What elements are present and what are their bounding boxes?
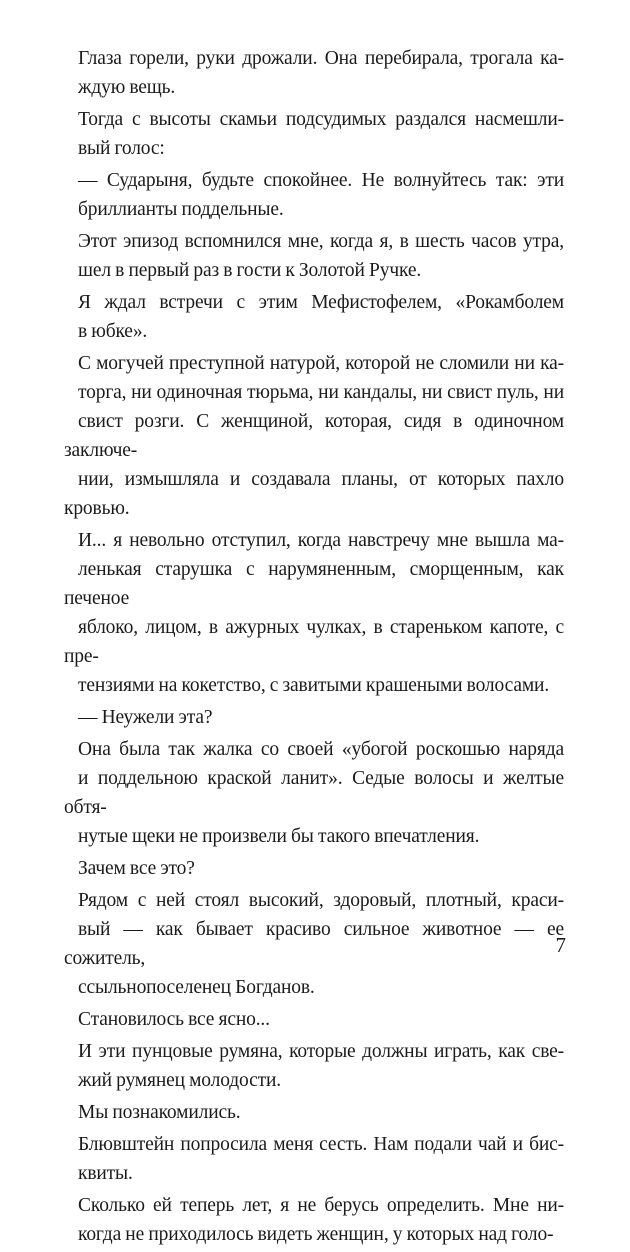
paragraph (64, 44, 564, 102)
text-line: Этот эпизод вспомнился мне, когда я, в шесть часов утра, (78, 231, 564, 252)
paragraph (64, 227, 564, 285)
text-line: свист розги. С женщиной, которая, сидя в одиночном заключе- (64, 411, 564, 461)
text-line: Мы познакомились. (78, 1102, 241, 1123)
paragraph (64, 854, 564, 883)
text-line: Глаза горели, руки дрожали. Она перебирала, трогала ка- (78, 48, 564, 69)
text-line: Зачем все это? (78, 858, 195, 879)
paragraph (64, 1005, 564, 1034)
text-line: яблоко, лицом, в ажурных чулках, в стареньком капоте, с пре- (64, 617, 564, 667)
text-line: ленькая старушка с нарумяненным, сморщенным, как печеное (64, 559, 564, 609)
paragraph (64, 1130, 564, 1188)
text-line: Блювштейн попросила меня сесть. Нам подали чай и бис- (78, 1134, 564, 1155)
text-line: шел в первый раз в гости к Золотой Ручке. (78, 260, 422, 281)
text-line: Я ждал встречи с этим Мефистофелем, «Рокамболем (78, 292, 564, 313)
paragraph (64, 526, 564, 700)
paragraph (64, 1037, 564, 1095)
paragraph (64, 166, 564, 224)
text-line: ссыльнопоселенец Богданов. (78, 977, 315, 998)
text-line: торга, ни одиночная тюрьма, ни кандалы, ни свист пуль, ни (78, 382, 564, 403)
text-line: С могучей преступной натурой, которой не сломили ни ка- (78, 353, 564, 374)
text-line: квиты. (78, 1163, 133, 1184)
text-line: — Сударыня, будьте спокойнее. Не волнуйтесь так: эти (78, 170, 564, 191)
text-line: И... я невольно отступил, когда навстречу мне вышла ма- (78, 530, 564, 551)
text-line: — Неужели эта? (78, 707, 213, 728)
text-line: когда не приходилось видеть женщин, у которых над голо- (78, 1224, 554, 1245)
text-line: в юбке». (78, 321, 148, 342)
paragraph (64, 735, 564, 851)
text-line: вый — как бывает красиво сильное животное — ее сожитель, (64, 919, 564, 969)
text-line: И эти пунцовые румяна, которые должны играть, как све- (78, 1041, 564, 1062)
paragraph (64, 886, 564, 1002)
text-line: и поддельною краской ланит». Седые волосы и желтые обтя- (64, 768, 564, 818)
body-text (64, 44, 564, 1252)
text-line: Тогда с высоты скамьи подсудимых раздался насмешли- (78, 109, 564, 130)
text-line: жий румянец молодости. (78, 1070, 282, 1091)
text-line: Сколько ей теперь лет, я не берусь определить. Мне ни- (78, 1195, 564, 1216)
text-line: Она была так жалка со своей «убогой роскошью наряда (78, 739, 564, 760)
paragraph (64, 349, 564, 523)
page-number: 7 (555, 933, 566, 957)
paragraph (64, 105, 564, 163)
text-line: Рядом с ней стоял высокий, здоровый, плотный, краси- (78, 890, 564, 911)
text-line: бриллианты поддельные. (78, 199, 284, 220)
text-line: нии, измышляла и создавала планы, от которых пахло кровью. (64, 469, 564, 519)
text-line: нутые щеки не произвели бы такого впечатления. (78, 826, 480, 847)
text-line: вый голос: (78, 138, 165, 159)
paragraph (64, 288, 564, 346)
paragraph (64, 1098, 564, 1127)
text-line: ждую вещь. (78, 77, 176, 98)
text-line: тензиями на кокетство, с завитыми крашеными волосами. (78, 675, 550, 696)
paragraph (64, 1191, 564, 1249)
paragraph (64, 703, 564, 732)
text-line: Становилось все ясно... (78, 1009, 270, 1030)
